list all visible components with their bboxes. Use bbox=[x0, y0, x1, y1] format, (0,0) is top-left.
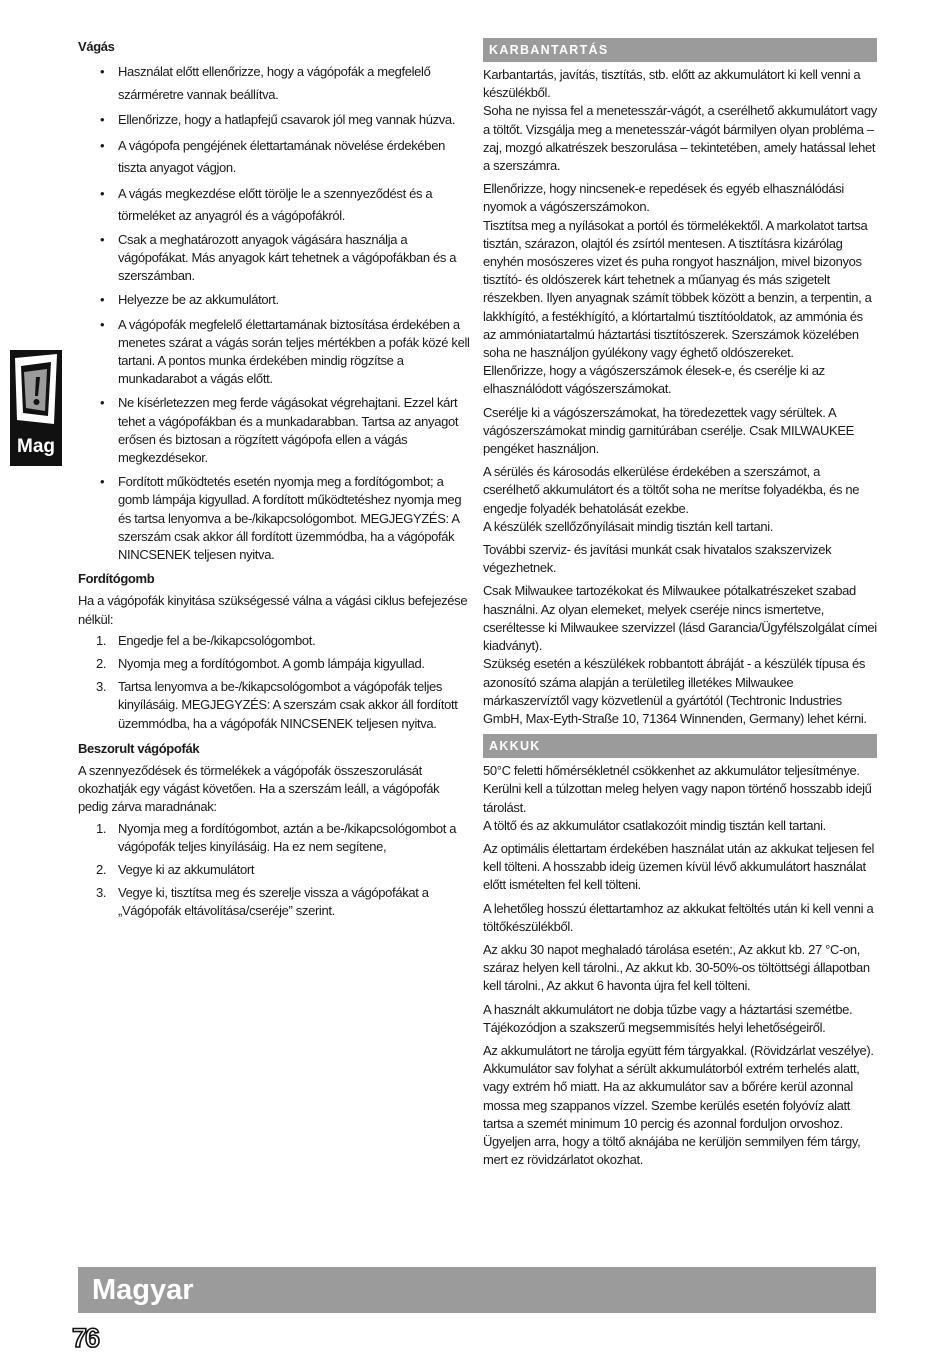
paragraph: Cserélje ki a vágószerszámokat, ha töredezettek vagy sérültek. A vágószerszámokat mindig garnitúrában cserélje. Csak MILWAUKEE pengéket használjon. bbox=[483, 404, 854, 457]
step-text: Engedje fel a be-/kikapcsológombot. bbox=[118, 632, 316, 648]
paragraph: Csak Milwaukee tartozékokat és Milwaukee pótalkatrészeket szabad használni. Az olyan elemeket, melyek cseréje nincs ismertetve, cseréltesse ki Milwaukee szervizzel (lásd Garancia/Ügyfélszolgálat címei kiadványt). bbox=[483, 583, 877, 654]
paragraph: Az akku 30 napot meghaladó tárolása esetén:, Az akkut kb. 27 °C-on, száraz helyen kell tárolni., Az akkut kb. 30-50%-os töltöttségi állapotban kell tárolni., Az akkut 6 havonta újra fel kell tölteni. bbox=[483, 941, 870, 994]
step-number: 1. bbox=[96, 632, 107, 648]
paragraph: A használt akkumulátort ne dobja tűzbe vagy a háztartási szemétbe. Tájékozódjon a szakszerű megsemmisítés helyi lehetőségeiről. bbox=[483, 1001, 853, 1035]
list-item: • Helyezze be az akkumulátort. bbox=[78, 291, 472, 309]
paragraph: A szennyeződések és törmelékek a vágópofák összeszorulását okozhatják egy vágást követően. Ha a szerszám leáll, a vágópofák pedig zárva maradnának: bbox=[78, 762, 440, 815]
warning-icon bbox=[10, 350, 62, 430]
side-tab-label: Mag bbox=[17, 436, 55, 457]
left-column bbox=[78, 38, 472, 928]
section-header-maintenance: KARBANTARTÁS bbox=[483, 38, 877, 62]
paragraph: Akkumulátor sav folyhat a sérült akkumulátorból extrém terhelés alatt, vagy extrém hő miatt. Ha az akkumulátor sav a bőrére kerül azonnal mossa meg szappanos vízzel. Szembe kerülés esetén folyóvíz alatt tartsa a szemét minimum 10 percig és azonnal forduljon orvoshoz. bbox=[483, 1061, 860, 1131]
list-item bbox=[78, 655, 472, 673]
page-number: 76 bbox=[72, 1323, 99, 1353]
step-number: 3. bbox=[96, 679, 107, 695]
list-item: • Fordított működtetés esetén nyomja meg a fordítógombot; a gomb lámpája kigyullad. A fordított működtetéshez nyomja meg és tartsa lenyomva a be-/kikapcsológombot. MEGJEGYZÉS: A szerszám csak akkor áll fordított üzemmódba, ha a vágópofák NINCSENEK teljesen nyitva. bbox=[78, 473, 472, 564]
section-title-vagas: Vágás bbox=[78, 39, 115, 54]
list-item: • A vágópofák megfelelő élettartamának biztosítása érdekében a menetes szárat a vágás során teljes mértékben a pofák közé kell tartani. A pontos munka érdekében mindig rögzítse a munkadarabot a vágás előtt. bbox=[78, 316, 472, 389]
section-title-jammed-jaws: Beszorult vágópofák bbox=[78, 740, 200, 756]
paragraph: Karbantartás, javítás, tisztítás, stb. előtt az akkumulátort ki kell venni a készülékből. bbox=[483, 67, 861, 101]
paragraph: Soha ne nyissa fel a menetesszár-vágót, a cserélhető akkumulátort vagy a töltőt. Vizsgálja meg a menetesszár-vágót bármilyen olyan probléma – zaj, mozgó alkatrészek beszorulása – tekintetében, amely hatással lehet a szerszámra. bbox=[483, 103, 877, 174]
paragraph: Szükség esetén a készülékek robbantott ábráját - a készülék típusa és azonosító száma alapján a területileg illetékes Milwaukee márkaszervíztől vagy közvetlenül a gyártótól (Techtronic Industries GmbH, Max-Eyth-Straße 10, 71364 Winnenden, Germany) lehet kérni. bbox=[483, 656, 867, 726]
step-number: 2. bbox=[96, 862, 107, 877]
paragraph: További szerviz- és javítási munkát csak hivatalos szakszervizek végezhetnek. bbox=[483, 542, 832, 576]
list-item bbox=[78, 678, 472, 733]
paragraph: 50°C feletti hőmérsékletnél csökkenhet az akkumulátor teljesítménye. Kerülni kell a túlzottan meleg helyen vagy napon történő hosszabb idejű tárolást. bbox=[483, 763, 872, 815]
paragraph: Ellenőrizze, hogy a vágószerszámok élesek-e, és cserélje ki az elhasználódott vágószerszámokat. bbox=[483, 363, 825, 397]
list-item bbox=[78, 884, 472, 920]
footer-language-bar bbox=[78, 1267, 876, 1313]
section-title-reverse-button: Fordítógomb bbox=[78, 571, 155, 587]
paragraph: Ha a vágópofák kinyitása szükségessé válna a vágási ciklus befejezése nélkül: bbox=[78, 593, 468, 627]
paragraph: Az optimális élettartam érdekében használat után az akkukat teljesen fel kell tölteni. A hosszabb ideig üzemen kívül lévő akkumulátort használat előtt ismételten fel kell tölteni. bbox=[483, 840, 875, 893]
footer-language-label: Magyar bbox=[92, 1274, 194, 1306]
step-number: 2. bbox=[96, 655, 107, 671]
right-column bbox=[483, 38, 877, 1169]
step-text: Vegye ki, tisztítsa meg és szerelje vissza a vágópofákat a „Vágópofák eltávolítása/cseréje” szerint. bbox=[118, 885, 429, 919]
list-item: • Használat előtt ellenőrizze, hogy a vágópofák a megfelelő szárméretre vannak beállítva. bbox=[78, 61, 472, 106]
list-item bbox=[78, 820, 472, 856]
list-item: • Ne kísérletezzen meg ferde vágásokat végrehajtani. Ezzel kárt tehet a vágópofákban és a munkadarabban. Tartsa az anyagot erősen és biztosan a rögzített vágópofa ellen a vágás megkezdésekor. bbox=[78, 394, 472, 467]
list-item bbox=[78, 632, 472, 650]
list-item: • Ellenőrizze, hogy a hatlapfejű csavarok jól meg vannak húzva. bbox=[78, 109, 472, 132]
list-item: • Csak a meghatározott anyagok vágására használja a vágópofákat. Más anyagok kárt tehetnek a vágópofákban és a szerszámban. bbox=[78, 231, 472, 286]
list-item bbox=[78, 861, 472, 879]
paragraph: Ügyeljen arra, hogy a töltő aknájába ne kerüljön semmilyen fém tárgy, mert ez rövidzárlatot okozhat. bbox=[483, 1133, 861, 1168]
paragraph: Tisztítsa meg a nyílásokat a portól és törmelékektől. A markolatot tartsa tisztán, szárazon, olajtól és zsírtól mentesen. A tisztításra kizárólag enyhén mosószeres vizet és puha rongyot használjon, mivel bizonyos tisztító- és oldószerek kárt tehetnek a műanyag és más szigetelt részekben. Ilyen anyagnak számít többek között a benzin, a terpentin, a lakkhígító, a festékhígító, a klórtartalmú tisztítóoldatok, az ammónia és az ammóniatartalmú háztartási tisztítószerek. Szerszámok közelében soha ne használjon gyúlékony vagy éghető oldószereket. bbox=[483, 217, 872, 361]
section-header-batteries: AKKUK bbox=[483, 734, 877, 758]
step-text: Nyomja meg a fordítógombot. A gomb lámpája kigyullad. bbox=[118, 655, 425, 671]
cutting-bullet-list bbox=[78, 61, 472, 564]
paragraph: A töltő és az akkumulátor csatlakozóit mindig tisztán kell tartani. bbox=[483, 817, 826, 833]
list-item: • A vágópofa pengéjének élettartamának növelése érdekében tiszta anyagot vágjon. bbox=[78, 135, 472, 180]
paragraph: Ellenőrizze, hogy nincsenek-e repedések és egyéb elhasználódási nyomok a vágószerszámokon. bbox=[483, 181, 844, 215]
paragraph: A sérülés és károsodás elkerülése érdekében a szerszámot, a cserélhető akkumulátort és a töltőt soha ne merítse folyadékba, és ne engedje folyadék behatolását ezekbe. bbox=[483, 464, 860, 516]
paragraph: A lehetőleg hosszú élettartamhoz az akkukat feltöltés után ki kell venni a töltőkészülékből. bbox=[483, 900, 874, 934]
side-language-tab bbox=[10, 350, 62, 466]
reverse-steps-list bbox=[78, 632, 472, 733]
step-text: Nyomja meg a fordítógombot, aztán a be-/kikapcsológombot a vágópofák teljes kinyílásáig. Ha ez nem segítene, bbox=[118, 820, 457, 854]
jammed-steps-list bbox=[78, 820, 472, 921]
step-text: Tartsa lenyomva a be-/kikapcsológombot a vágópofák teljes kinyílásáig. MEGJEGYZÉS: A szerszám csak akkor áll fordított üzemmódba, ha a vágópofák NINCSENEK teljesen nyitva. bbox=[118, 679, 458, 731]
list-item: • A vágás megkezdése előtt törölje le a szennyeződést és a törmeléket az anyagról és a vágópofákról. bbox=[78, 183, 472, 228]
paragraph: A készülék szellőzőnyílásait mindig tisztán kell tartani. bbox=[483, 518, 774, 534]
step-number: 3. bbox=[96, 885, 107, 901]
step-text: Vegye ki az akkumulátort bbox=[118, 862, 255, 877]
step-number: 1. bbox=[96, 820, 107, 836]
paragraph: Az akkumulátort ne tárolja együtt fém tárgyakkal. (Rövidzárlat veszélye). bbox=[483, 1042, 874, 1058]
